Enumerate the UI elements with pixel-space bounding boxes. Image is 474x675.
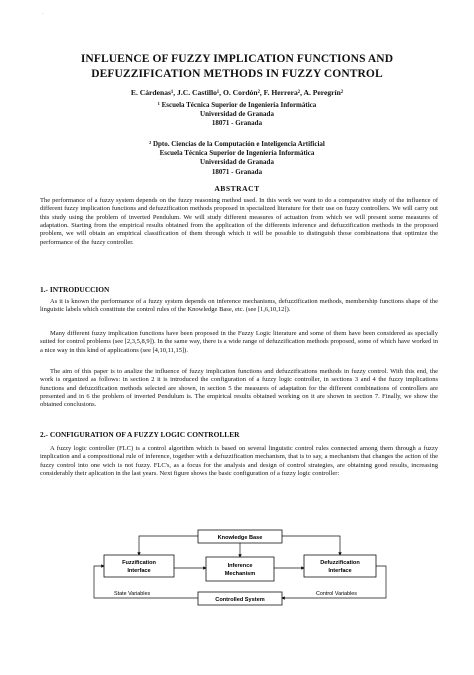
affiliation-1-line-1: ¹ Escuela Técnica Superior de Ingeniería Informática bbox=[157, 101, 317, 109]
section-1-paragraph-2: Many different fuzzy implication functions have been proposed in the Fuzzy Logic literature and some of them have been considered as specially suited for control problems (see [2,3,5,8,9]). In the same way, there is a wide range of defuzzification methods proposed, some of which have worked in a nice way in this kind of applications (see [4,10,11,15]). bbox=[40, 330, 438, 354]
section-2-paragraph-1: A fuzzy logic controller (FLC) is a control algorithm which is based on several linguistic control rules connected among them through a fuzzy implication and a compositional rule of inference, together with a defuzzification mechanism, that is to say, a mechanism that changes the action of the fuzzy control into one wich is not fuzzy. FLC's, as a focus for the analysis and design of control strategies, are obtaining good results, increasing considerably their aplication in the last years. Next figure shows the basic configuration of a fuzzy logic controller: bbox=[40, 445, 438, 478]
state-variables-label: State Variables bbox=[114, 591, 151, 597]
section-2-heading: 2.- CONFIGURATION OF A FUZZY LOGIC CONTROLLER bbox=[40, 430, 240, 439]
section-1-paragraph-3: The aim of this paper is to analize the influence of fuzzy implication functions and defuzzifications methods in fuzzy control. With this end, the work is organized as follows: in section 2 it is introduced the configuration of a fuzzy logic controller, in sections 3 and 4 the fuzzy implications functions and defuzzification methods selected are shown, in section 5 the measures of adaptation for the different combinations of controllers are presented and in 6 the problem of inverted Pendulum is. The empirical results obtained working on it are shown in section 7. Finally, we show the obtained conclusions. bbox=[40, 368, 438, 409]
section-1-heading: 1.- INTRODUCCION bbox=[40, 285, 110, 294]
defuzzification-label-line-2: Interface bbox=[328, 568, 352, 574]
paper-title bbox=[40, 52, 434, 82]
abstract-text: The performance of a fuzzy system depends on the fuzzy reasoning method used. In this work we want to do a comparative study of the influence of different fuzzy implication functions and defuzzification methods proposed in specialized literature for their use on fuzzy controllers. We will carry out this study using the problem of inverted Pendulum. We will study different measures of actuation from which we will present some measures of adaptation. Starting from the empirical results obtained from the application of the differents inference and defuzzification methods in the proposed problem, we will obtain an empirical classification of them through which it will be possible to distinguish those combinations that optimize the performance of the fuzzy controller. bbox=[40, 197, 438, 246]
knowledge-base-label: Knowledge Base bbox=[217, 535, 263, 541]
section-1-paragraph-1: As it is known the performance of a fuzzy system depends on inference mechanisms, defuzzification methods, membership functions shape of the linguistic labels which constitute the control rules of the Knowledge Base, etc. (see [1,6,10,12]). bbox=[40, 298, 438, 314]
control-variables-label: Control Variables bbox=[316, 591, 357, 597]
affiliation-1 bbox=[60, 101, 414, 129]
title-line-1: INFLUENCE OF FUZZY IMPLICATION FUNCTIONS AND bbox=[80, 53, 394, 65]
kb-to-fuzzification-arrow bbox=[139, 536, 198, 555]
kb-to-defuzzification-arrow bbox=[282, 536, 340, 555]
affiliation-1-line-3: 18071 - Granada bbox=[211, 119, 263, 128]
affiliation-2 bbox=[60, 140, 414, 177]
defuzzification-label-line-1: Defuzzification bbox=[320, 560, 360, 566]
flc-configuration-diagram bbox=[90, 528, 390, 610]
inference-label-line-1: Inference bbox=[227, 563, 253, 569]
scan-speck: · bbox=[42, 12, 44, 17]
fuzzification-label-line-1: Fuzzification bbox=[122, 560, 156, 566]
affiliation-2-line-3: Universidad de Granada bbox=[200, 158, 274, 167]
affiliation-1-line-2: Universidad de Granada bbox=[200, 110, 274, 119]
affiliation-2-line-2: Escuela Técnica Superior de Ingeniería Informática bbox=[159, 149, 315, 158]
title-line-2: DEFUZZIFICATION METHODS IN FUZZY CONTROL bbox=[91, 68, 383, 80]
inference-label-line-2: Mechanism bbox=[224, 571, 256, 577]
affiliation-2-line-1: ² Dpto. Ciencias de la Computación e Inteligencia Artificial bbox=[149, 140, 325, 148]
fuzzification-label-line-2: Interface bbox=[127, 568, 151, 574]
inference-mechanism-box bbox=[206, 557, 274, 581]
abstract-heading: ABSTRACT bbox=[214, 184, 260, 193]
affiliation-2-line-4: 18071 - Granada bbox=[211, 167, 263, 176]
author-list: E. Cárdenas¹, J.C. Castillo¹, O. Cordón², F. Herrera², A. Peregrín² bbox=[130, 88, 344, 97]
controlled-system-label: Controlled System bbox=[215, 597, 265, 603]
